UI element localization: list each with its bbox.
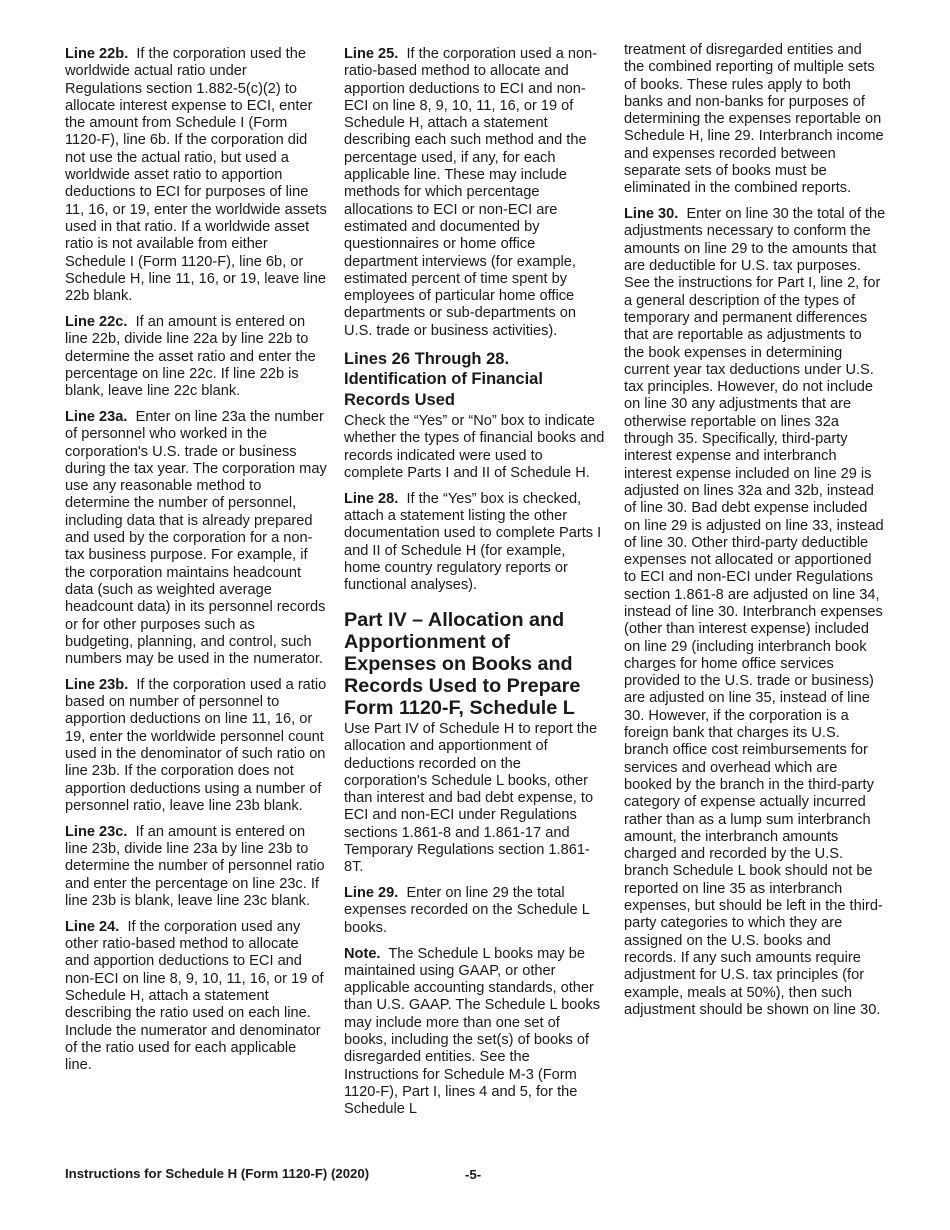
para-line-23a (65, 409, 327, 668)
para-text: If the corporation used the worldwide actual ratio under Regulations section 1.882-5(c)(2) to allocate interest expense to ECI, enter the amount from Schedule I (Form 1120-F), line 6b. If the corporation did not use the actual ratio, but used a worldwide asset ratio to apportion deductions to ECI for purposes of line 11, 16, or 19, enter the worldwide assets used in that ratio. If a worldwide asset ratio is not available from either Schedule I (Form 1120-F), line 6b, or Schedule H, line 11, 16, or 19, leave line 22b blank. (65, 46, 327, 305)
para-part-iv-intro (344, 721, 606, 877)
para-line-23b (65, 677, 327, 815)
footer-title: Instructions for Schedule H (Form 1120-F) (2020) (65, 1166, 370, 1181)
para-text: treatment of disregarded entities and the combined reporting of multiple sets of books. These rules apply to both banks and non-banks for purposes of determining the expenses reportable on Schedule H, line 29. Interbranch income and expenses recorded between separate sets of books must be eliminated in the combined reports. (624, 42, 884, 197)
para-heading: Line 28. (344, 490, 399, 507)
para-line-24 (65, 919, 327, 1075)
para-text: If the corporation used a non-ratio-based method to allocate and apportion deductions to ECI and non-ECI on line 8, 9, 10, 11, 16, or 19 of Schedule H, attach a statement describing each such method and the percentage used, if any, for each applicable line. These may include methods for which percentage allocations to ECI or non-ECI are estimated and documented by questionnaires or home office department interviews (for example, estimated percent of time spent by employees of particular home office departments or sub-departments on U.S. trade or business activities). (344, 46, 598, 339)
para-heading: Line 23c. (65, 823, 128, 840)
para-note (344, 946, 606, 1119)
para-text: The Schedule L books may be maintained using GAAP, or other applicable accounting standards, other than U.S. GAAP. The Schedule L books may include more than one set of books, including the set(s) of books of disregarded entities. See the Instructions for Schedule M-3 (Form 1120-F), Part I, lines 4 and 5, for the Schedule L (344, 945, 601, 1118)
para-line-22b (65, 46, 327, 305)
column-left (65, 46, 327, 1083)
column-middle (344, 46, 606, 1127)
para-heading: Line 25. (344, 46, 399, 62)
para-continued (624, 42, 886, 198)
para-heading: Line 29. (344, 885, 399, 902)
para-line-25 (344, 46, 606, 340)
para-heading: Line 24. (65, 918, 120, 935)
section-heading-lines-26-28: Lines 26 Through 28. Identification of Financial Records Used (344, 349, 543, 409)
para-text: If the corporation used any other ratio-based method to allocate and apportion deductions to ECI and non-ECI on line 8, 9, 10, 11, 16, or 19 of Schedule H, attach a statement describing the ratio used on each line. Include the numerator and denominator of the ratio used for each applicable line. (65, 918, 324, 1074)
column-right (624, 42, 886, 1028)
para-line-28 (344, 491, 606, 595)
para-heading: Line 22c. (65, 313, 128, 330)
para-text: Check the “Yes” or “No” box to indicate whether the types of financial books and records indicated were used to complete Parts I and II of Schedule H. (344, 413, 605, 481)
para-heading: Note. (344, 945, 381, 962)
part-iv-heading: Part IV – Allocation and Apportionment of Expenses on Books and Records Used to Prepare Form 1120-F, Schedule L (344, 608, 581, 719)
para-text: Use Part IV of Schedule H to report the allocation and apportionment of deductions recorded on the corporation's Schedule L books, other than interest and bad debt expense, to ECI and non-ECI under Regulations sections 1.861-8 and 1.861-17 and Temporary Regulations section 1.861-8T. (344, 720, 598, 876)
para-text: Enter on line 29 the total expenses recorded on the Schedule L books. (344, 885, 590, 936)
para-text: Enter on line 23a the number of personnel who worked in the corporation's U.S. trade or business during the tax year. The corporation may use any reasonable method to determine the number of personnel, including data that is already prepared and used by the corporation for a non-tax business purpose. For example, if the corporation maintains headcount data (such as weighted average headcount data) in its personnel records or for other purposes such as budgeting, planning, and control, such numbers may be used in the numerator. (65, 408, 327, 668)
para-text: If an amount is entered on line 23b, divide line 23a by line 23b to determine the number of personnel ratio and enter the percentage on line 23c. If line 23b is blank, leave line 23c blank. (65, 823, 325, 909)
para-line-23c (65, 824, 327, 910)
para-heading: Line 30. (624, 206, 679, 223)
para-heading: Line 23a. (65, 408, 128, 425)
para-text: Enter on line 30 the total of the adjustments necessary to conform the amounts on line 29 to the amounts that are deductible for U.S. tax purposes. See the instructions for Part I, line 2, for a general description of the types of temporary and permanent differences that are reportable as adjustments to the book expenses in determining current year tax deductions under U.S. tax principles. However, do not include on line 30 any adjustments that are otherwise reportable on lines 32a through 35. Specifically, third-party interest expense and interbranch interest expense included on line 29 is adjusted on lines 32a and 32b, instead of line 30. Bad debt expense included on line 29 is adjusted on line 33, instead of line 30. Other third-party deductible expenses not allocated or apportioned to ECI and non-ECI under Regulations section 1.861-8 are adjusted on line 34, instead of line 30. Interbranch expenses (other than interest expense) included on line 29 (including interbranch book charges for home office services provided to the U.S. trade or business) are adjusted on line 35, instead of line 30. However, if the corporation is a foreign bank that charges its U.S. branch office cost reimbursements for services and overhead which are booked by the branch in the third-party category of expense actually incurred rather than as a lump sum interbranch amount, the interbranch amounts charged and recorded by the U.S. branch Schedule L book should not be reported on line 35 as interbranch expenses, but should be left in the third-party categories to which they are assigned on the U.S. books and records. If any such amounts require adjustment for U.S. tax principles (for example, meals at 50%), then such adjustment should be shown on line 30. (624, 206, 886, 1018)
para-text: If an amount is entered on line 22b, divide line 22a by line 22b to determine the asset ratio and enter the percentage on line 22c. If line 22b is blank, leave line 22c blank. (65, 313, 316, 400)
para-line-30 (624, 206, 886, 1019)
para-line-22c (65, 314, 327, 400)
para-text: If the “Yes” box is checked, attach a statement listing the other documentation used to complete Parts I and II of Schedule H (for example, home country regulatory reports or functional analyses). (344, 490, 602, 594)
para-text: If the corporation used a ratio based on number of personnel to apportion deductions on line 11, 16, or 19, enter the worldwide personnel count used in the denominator of such ratio on line 23b. If the corporation does not apportion deductions using a number of personnel ratio, leave line 23b blank. (65, 676, 327, 814)
para-heading: Line 23b. (65, 676, 129, 693)
page-number: -5- (465, 1167, 482, 1182)
para-lines-26-28 (344, 413, 606, 482)
para-heading: Line 22b. (65, 46, 129, 62)
para-line-29 (344, 885, 606, 937)
